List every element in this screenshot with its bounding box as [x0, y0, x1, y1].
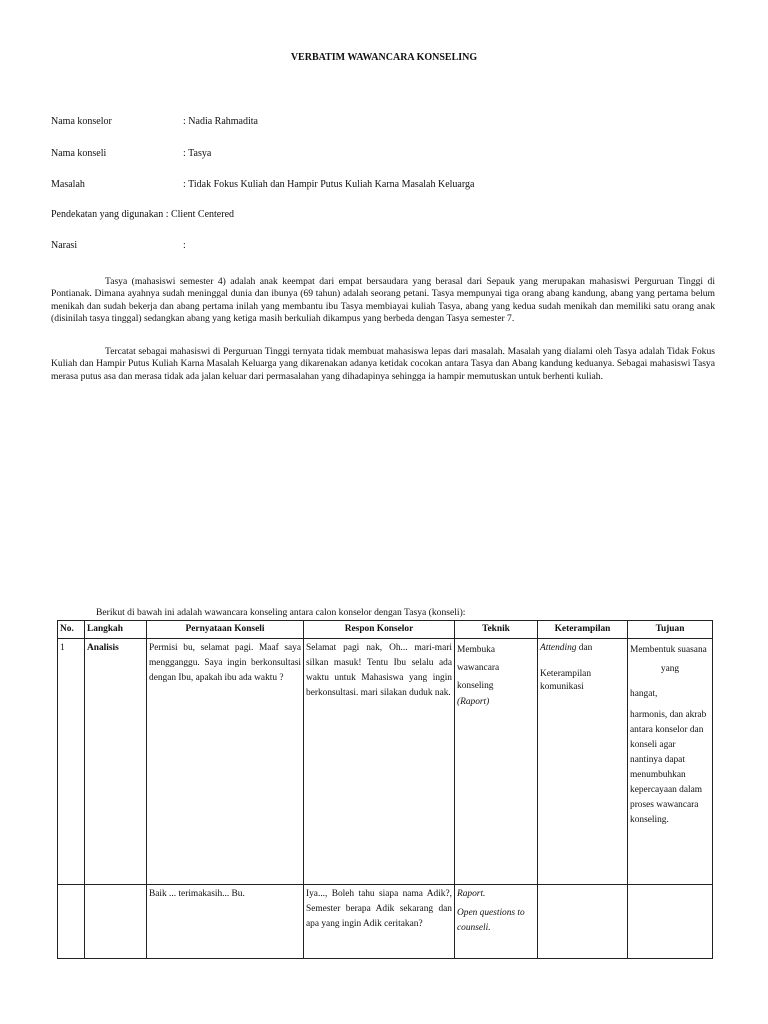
field-label: Masalah — [51, 179, 85, 190]
field-label: Nama konselor — [51, 116, 112, 127]
table-intro: Berikut di bawah ini adalah wawancara konseling antara calon konselor dengan Tasya (konseli): — [96, 607, 466, 618]
cell-langkah — [85, 885, 147, 959]
cell-pernyataan: Baik ... terimakasih... Bu. — [147, 885, 304, 959]
cell-respon: Selamat pagi nak, Oh... mari-mari silkan masuk! Tentu Ibu selalu ada waktu untuk Mahasiswa yang ingin berkonsultasi. mari silakan duduk nak. — [304, 639, 455, 885]
field-value: : Tidak Fokus Kuliah dan Hampir Putus Kuliah Karna Masalah Keluarga — [183, 179, 475, 190]
tujuan-text: yang — [660, 664, 680, 674]
header-tujuan: Tujuan — [628, 621, 713, 639]
header-pernyataan: Pernyataan Konseli — [147, 621, 304, 639]
tujuan-text: hangat, — [630, 689, 658, 699]
field-nama-konseli — [51, 148, 211, 159]
keterampilan-and: dan — [578, 643, 593, 653]
field-narasi — [51, 240, 186, 251]
teknik-italic: Raport. — [457, 889, 486, 899]
cell-tujuan — [628, 639, 713, 885]
keterampilan-italic: Attending — [540, 643, 577, 653]
cell-tujuan — [628, 885, 713, 959]
cell-keterampilan — [538, 885, 628, 959]
field-value: : Client Centered — [165, 209, 235, 220]
field-pendekatan — [51, 209, 234, 220]
cell-langkah: Analisis — [85, 639, 147, 885]
narrative-paragraph-1 — [51, 276, 715, 326]
cell-no: 1 — [58, 639, 85, 885]
tujuan-text: harmonis, dan akrab antara konselor dan konseli agar nantinya dapat menumbuhkan kepercayaan dalam proses wawancara konseling. — [630, 710, 707, 825]
teknik-italic: Open questions to counseli. — [457, 908, 525, 933]
cell-teknik — [455, 885, 538, 959]
field-label: Nama konseli — [51, 148, 107, 159]
teknik-text: Membuka wawancara konseling — [457, 645, 500, 691]
header-respon: Respon Konselor — [304, 621, 455, 639]
paragraph-text: Tercatat sebagai mahasiswi di Perguruan Tinggi ternyata tidak membuat mahasiswa lepas dari masalah. Masalah yang dialami oleh Tasya adalah Tidak Fokus Kuliah dan Hampir Putus Kuliah Karna Masalah Keluarga yang dikarenakan adanya ketidak cocokan antara Tasya dan Abang kandung keduanya. Sebagai mahasiswi Tasya merasa putus asa dan merasa tidak ada jalan keluar dari permasalahan yang dihadapinya sehingga ia hampir memutuskan untuk berhenti kuliah. — [51, 346, 715, 382]
field-nama-konselor — [51, 116, 258, 127]
narrative-paragraph-2 — [51, 346, 715, 383]
teknik-italic: (Raport) — [457, 697, 490, 707]
field-value: : Nadia Rahmadita — [183, 116, 258, 127]
paragraph-text: Tasya (mahasiswi semester 4) adalah anak keempat dari empat bersaudara yang berasal dari Sepauk yang merupakan mahasiswi Perguruan Tinggi di Pontianak. Dimana ayahnya sudah meninggal dunia dan ibunya (69 tahun) adalah seorang petani. Tasya mempunyai tiga orang abang kandung, abang yang pertama belum menikah dan sudah bekerja dan abang pertama inilah yang membantu ibu Tasya membiayai kuliah Tasya, abang yang kedua sudah menikah dan memiliki satu orang anak (disinilah tasya tinggal) sedangkan abang yang ketiga masih berkuliah dikampus yang berbeda dengan Tasya semester 7. — [51, 276, 715, 325]
field-value: : Tasya — [183, 148, 212, 159]
cell-no — [58, 885, 85, 959]
header-no: No. — [58, 621, 85, 639]
cell-pernyataan: Permisi bu, selamat pagi. Maaf saya mengganggu. Saya ingin berkonsultasi dengan Ibu, apakah ibu ada waktu ? — [147, 639, 304, 885]
verbatim-table — [57, 620, 713, 959]
field-value: : — [183, 240, 186, 251]
header-teknik: Teknik — [455, 621, 538, 639]
cell-keterampilan — [538, 639, 628, 885]
field-label: Narasi — [51, 240, 78, 251]
field-masalah — [51, 179, 474, 190]
cell-respon: Iya..., Boleh tahu siapa nama Adik?, Semester berapa Adik sekarang dan apa yang ingin Adik ceritakan? — [304, 885, 455, 959]
header-keterampilan: Keterampilan — [538, 621, 628, 639]
table-row — [58, 885, 713, 959]
keterampilan-text: Keterampilan komunikasi — [540, 669, 592, 692]
header-langkah: Langkah — [85, 621, 147, 639]
table-row — [58, 639, 713, 885]
document-title: VERBATIM WAWANCARA KONSELING — [290, 52, 478, 63]
cell-teknik — [455, 639, 538, 885]
tujuan-text: Membentuk suasana — [630, 645, 707, 655]
table-header-row — [58, 621, 713, 639]
field-label: Pendekatan yang digunakan — [51, 209, 164, 220]
